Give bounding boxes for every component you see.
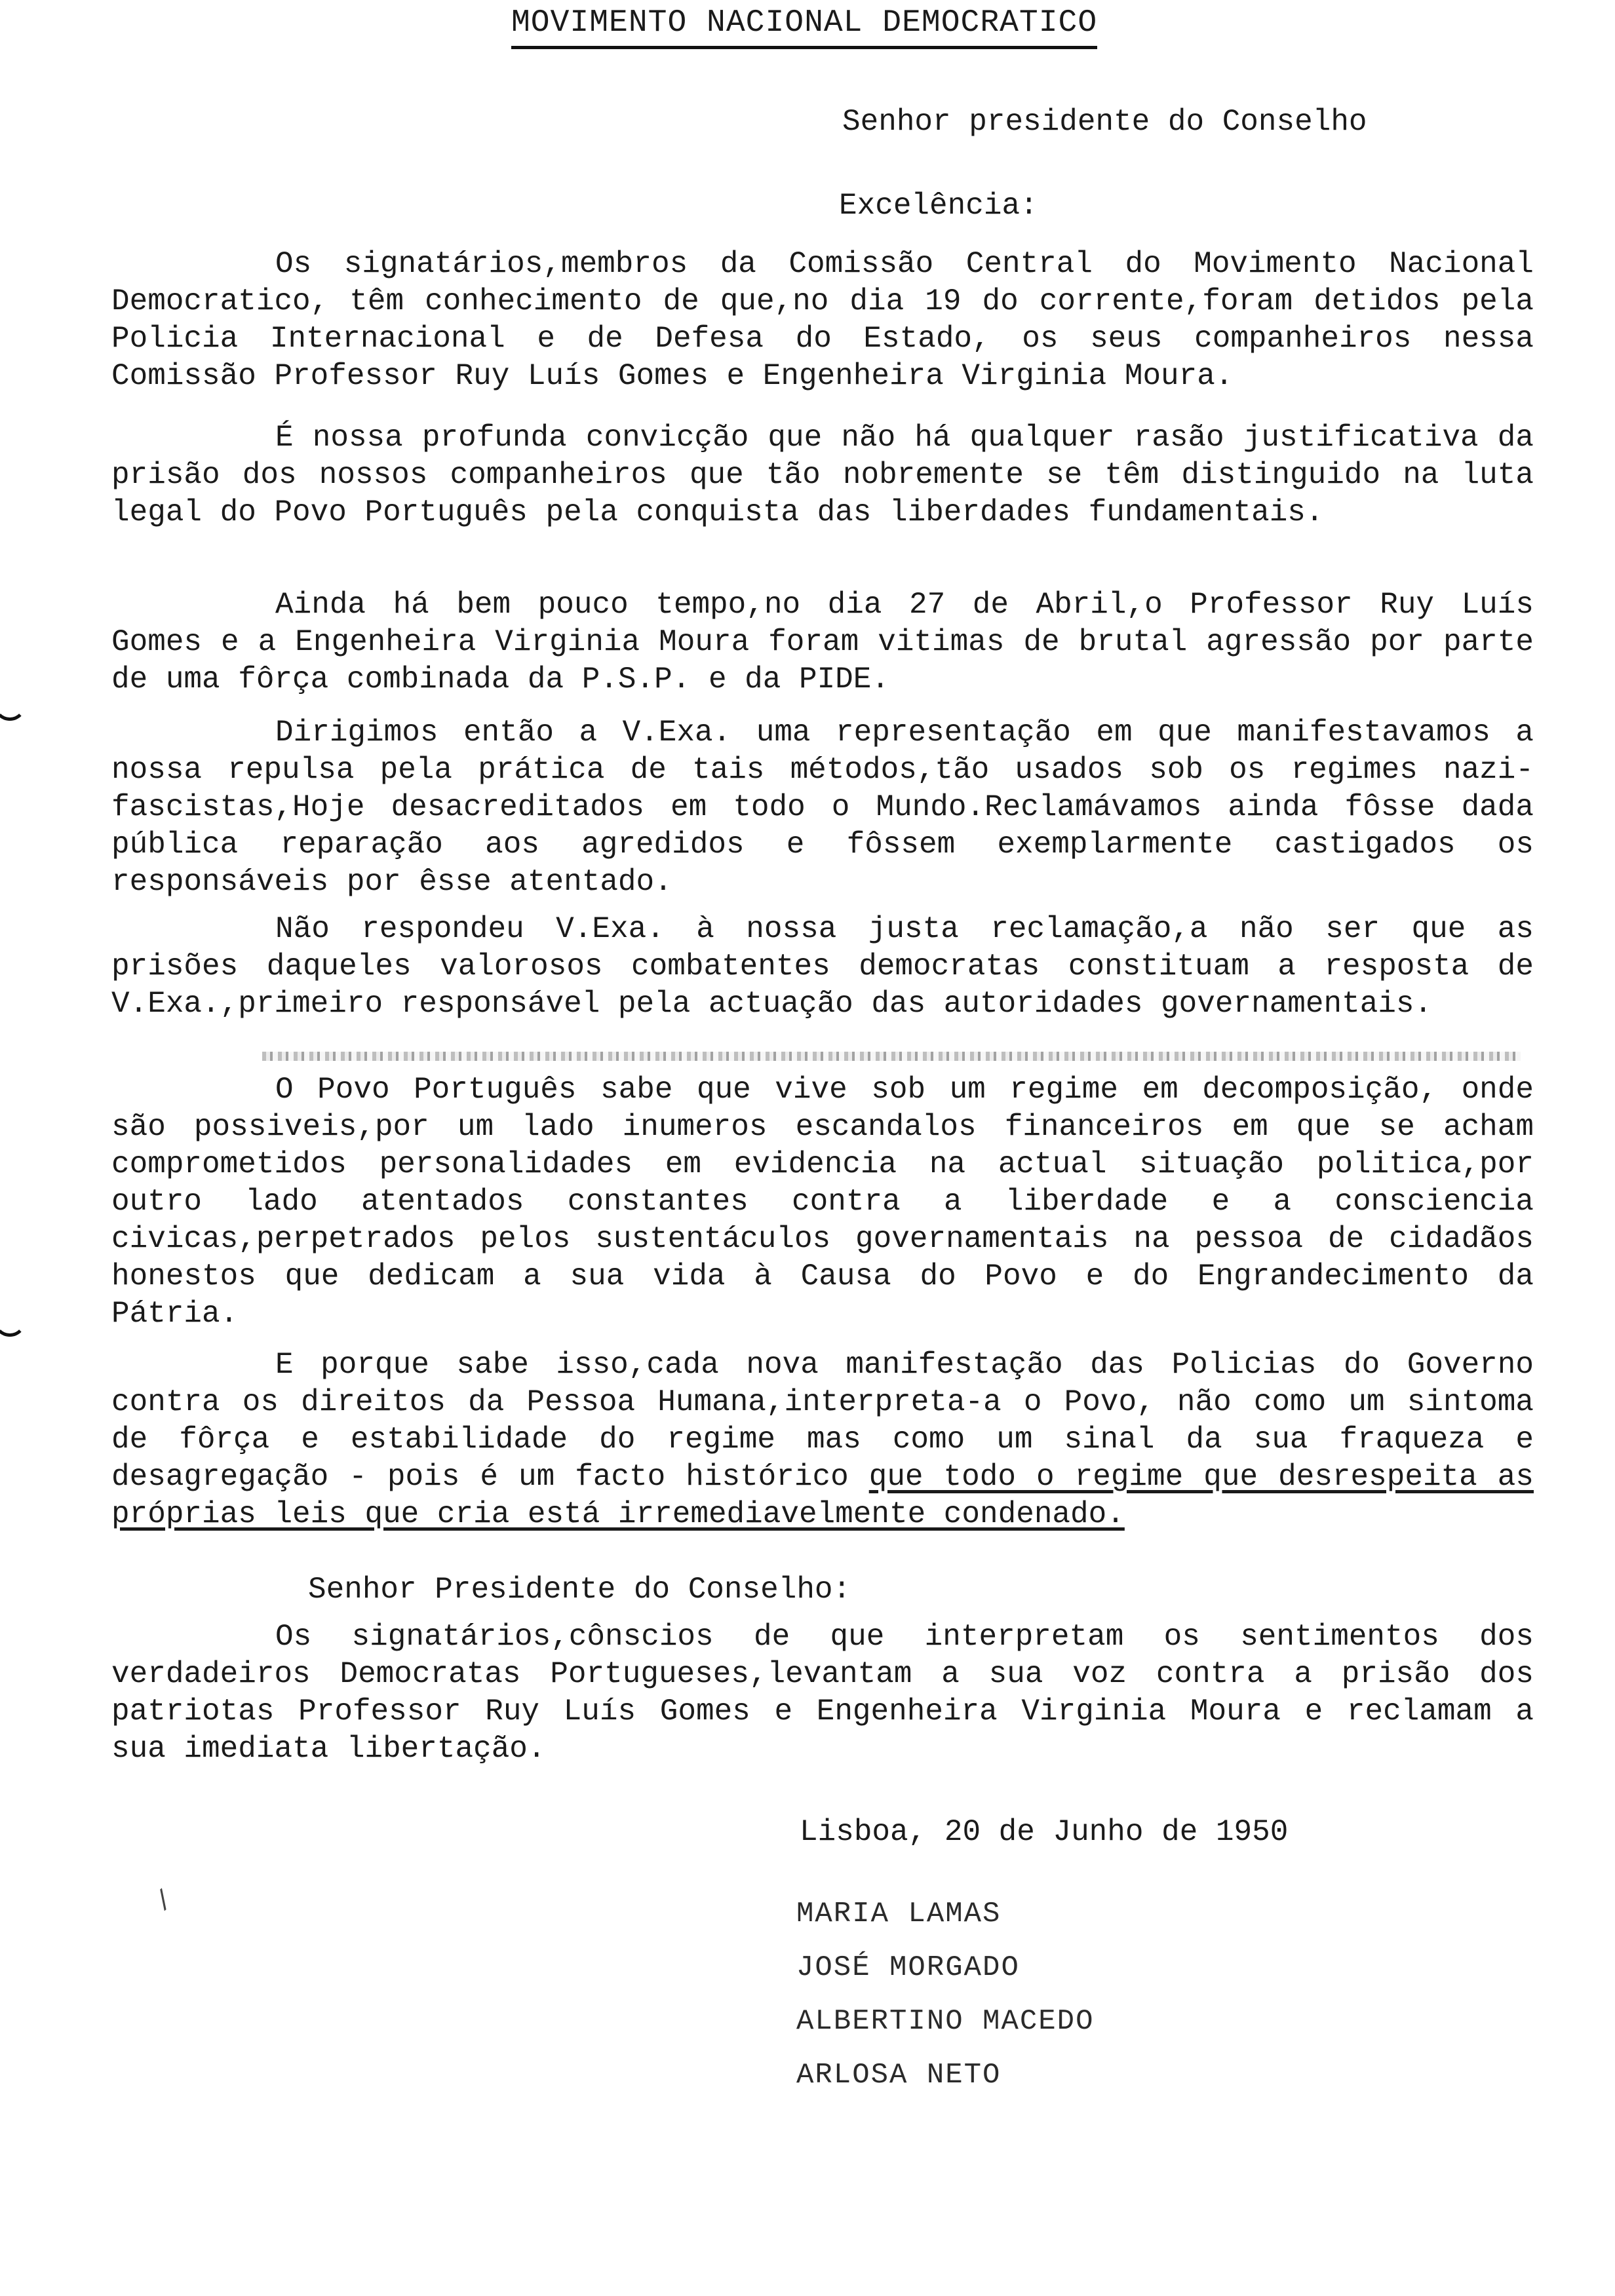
paragraph-7-text: E porque sabe isso,cada nova manifestação das Policias do Governo contra os direitos da Pessoa Humana,interpreta-a o Povo, não como um sintoma de fôrça e estabilidade do regime mas como um sinal da sua fraqueza e desagregação - pois é um facto histórico <box>111 1348 1534 1494</box>
paragraph-7-underlined: que todo o regime que desrespeita as próprias leis que cria está irremediavelmente condenado. <box>111 1460 1534 1531</box>
signatory-list <box>796 1887 1094 2102</box>
paragraph-2: É nossa profunda convicção que não há qualquer rasão justificativa da prisão dos nossos companheiros que tão nobremente se têm distinguido na luta legal do Povo Português pela conquista das liberdades fundamentais. <box>111 421 1534 529</box>
punch-hole-mark <box>0 1304 26 1337</box>
ink-smudge <box>262 1052 1521 1061</box>
paragraph-7 <box>111 1347 1534 1533</box>
signatory-name: ALBERTINO MACEDO <box>796 2005 1095 2038</box>
paragraph-1: Os signatários,membros da Comissão Central do Movimento Nacional Democratico, têm conhecimento de que,no dia 19 do corrente,foram detidos pela Policia Internacional e de Defesa do Estado, os seus companheiros nessa Comissão Professor Ruy Luís Gomes e Engenheira Virginia Moura. <box>111 247 1534 393</box>
signatory-name: ARLOSA NETO <box>796 2059 1002 2092</box>
signatory-name: MARIA LAMAS <box>796 1898 1002 1930</box>
punch-hole-mark <box>0 688 26 721</box>
closing-paragraph: Os signatários,cônscios de que interpretam os sentimentos dos verdadeiros Democratas Portugueses,levantam a sua voz contra a prisão dos patriotas Professor Ruy Luís Gomes e Engenheira Virginia Moura e reclamam a sua imediata libertação. <box>111 1620 1534 1766</box>
paragraph-3: Ainda há bem pouco tempo,no dia 27 de Abril,o Professor Ruy Luís Gomes e a Engenheira Virginia Moura foram vitimas de brutal agressão por parte de uma fôrça combinada da P.S.P. e da PIDE. <box>111 588 1534 697</box>
stray-pen-mark: / <box>149 1885 181 1919</box>
letterhead-title: MOVIMENTO NACIONAL DEMOCRATICO <box>511 5 1097 49</box>
signatory-name: JOSÉ MORGADO <box>796 1951 1020 1984</box>
closing-salutation: Senhor Presidente do Conselho: <box>308 1573 851 1607</box>
paragraph-5: Não respondeu V.Exa. à nossa justa reclamação,a não ser que as prisões daqueles valorosos combatentes democratas constituam a resposta de V.Exa.,primeiro responsável pela actuação das autoridades governamentais. <box>111 912 1534 1021</box>
paragraph-6: O Povo Português sabe que vive sob um regime em decomposição, onde são possiveis,por um lado inumeros escandalos financeiros em que se acham comprometidos personalidades em evidencia na actual situação politica,por outro lado atentados constantes contra a liberdade e a consciencia civicas,perpetrados pelos sustentáculos governamentais na pessoa de cidadãos honestos que dedicam a sua vida à Causa do Povo e do Engrandecimento da Pátria. <box>111 1073 1534 1331</box>
letter-date: Lisboa, 20 de Junho de 1950 <box>800 1815 1289 1849</box>
paragraph-4: Dirigimos então a V.Exa. uma representação em que manifestavamos a nossa repulsa pela prática de tais métodos,tão usados sob os regimes nazi-fascistas,Hoje desacreditados em todo o Mundo.Reclamávamos ainda fôsse dada pública reparação aos agredidos e fôssem exemplarmente castigados os responsáveis por êsse atentado. <box>111 716 1534 899</box>
addressee-line: Senhor presidente do Conselho <box>842 105 1367 139</box>
salutation: Excelência: <box>839 189 1038 223</box>
